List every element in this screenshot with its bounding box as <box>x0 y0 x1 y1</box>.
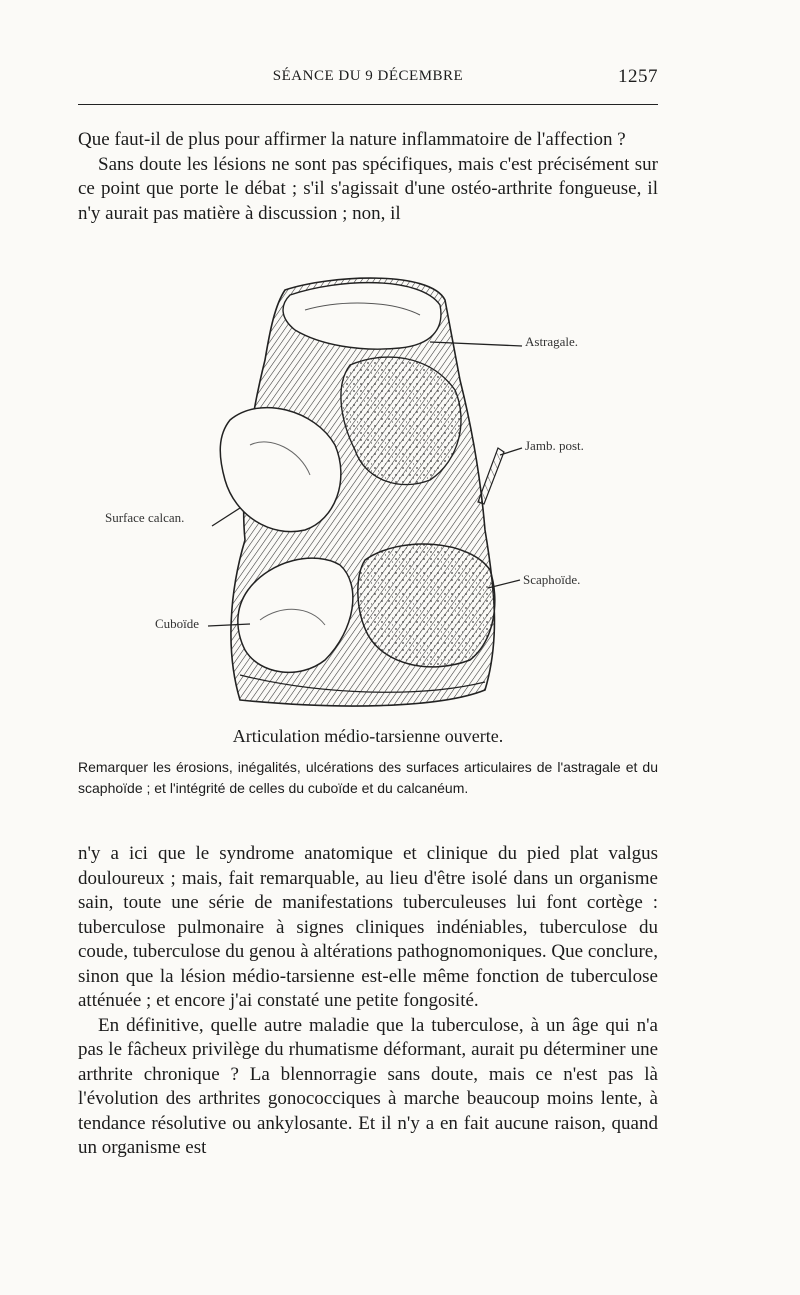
running-title: SÉANCE DU 9 DÉCEMBRE <box>272 68 464 84</box>
figure-caption: Articulation médio-tarsienne ouverte. <box>232 726 504 746</box>
label-jamb-post: Jamb. post. <box>525 438 584 453</box>
running-header <box>78 68 658 92</box>
label-surface-calcan: Surface calcan. <box>105 510 185 525</box>
top-text-block <box>78 128 658 226</box>
scaphoid-surface <box>358 544 495 667</box>
page-number: 1257 <box>618 66 658 87</box>
header-rule <box>78 104 658 105</box>
figure-legend: Remarquer les érosions, inégalités, ulcérations des surfaces articulaires de l'astragale et du scaphoïde ; et l'intégrité de celles du cuboïde et du calcanéum. <box>78 759 658 796</box>
paragraph: Sans doute les lésions ne sont pas spécifiques, mais c'est précisément sur ce point que porte le débat ; s'il s'agissait d'une ostéo-arthrite fongueuse, il n'y aurait pas matière à discussion ; non, il <box>78 153 658 224</box>
leader-surface-calcan <box>212 508 240 526</box>
paragraph: n'y a ici que le syndrome anatomique et clinique du pied plat valgus douloureux ; mais, fait remarquable, au lieu d'être isolé dans un organisme sain, toute une série de manifestations tuberculeuses lui font cortège : tuberculose pulmonaire à signes cliniques indéniables, tuberculose du coude, tuberculose du genou à altérations pathognomoniques. Que conclure, sinon que la lésion médio-tarsienne est-elle même fonction de tuberculose atténuée ; et encore j'ai constaté une petite fongosité. <box>78 843 658 1011</box>
paragraph: Que faut-il de plus pour affirmer la nature inflammatoire de l'affection ? <box>78 129 626 150</box>
bottom-text-block <box>78 842 658 1161</box>
label-scaphoide: Scaphoïde. <box>523 572 581 587</box>
paragraph: En définitive, quelle autre maladie que la tuberculose, à un âge qui n'a pas le fâcheux privilège du rhumatisme déformant, aurait pu déterminer une arthrite chronique ? La blennorragie sans doute, mais ce n'est pas là l'évolution des arthrites gonococciques à marche beaucoup moins lente, à tendance résolutive ou ankylosante. Et il n'y a en fait aucune raison, quand un organisme est <box>78 1014 658 1158</box>
tendon <box>478 448 504 504</box>
foot-bones-illustration <box>100 270 700 710</box>
label-astragale: Astragale. <box>525 334 579 349</box>
label-cuboide: Cuboïde <box>155 616 200 631</box>
anatomical-figure <box>100 270 700 710</box>
